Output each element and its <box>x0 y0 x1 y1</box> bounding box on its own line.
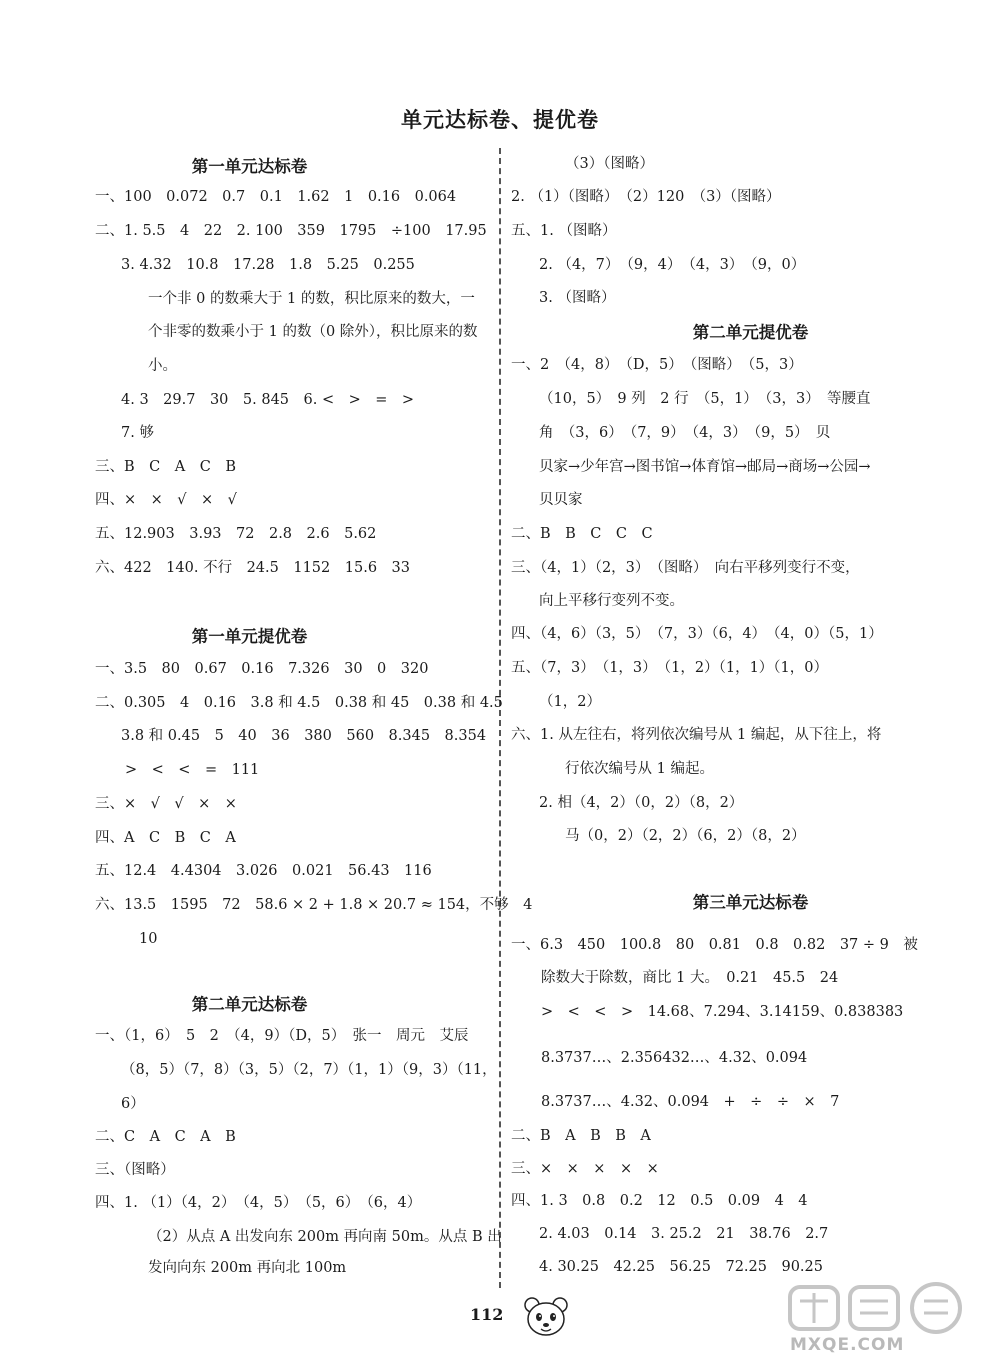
answer-line: 一、2 （4，8） （D，5） （图略） （5，3） <box>511 357 803 373</box>
answer-line: 7. 够 <box>121 425 154 441</box>
answer-line: 三、× × × × × <box>511 1161 659 1177</box>
answer-line: > < < > 14.68、7.294、3.14159、0.838383 <box>541 1004 904 1020</box>
answer-line: 一、6.3 450 100.8 80 0.81 0.8 0.82 37 ÷ 9 被 <box>511 937 918 953</box>
answer-line: 五、（7，3） （1，3） （1，2）（1，1）（1，0） <box>511 660 829 676</box>
answer-line: 小。 <box>148 358 177 374</box>
answer-line: 四、（4，6）（3，5） （7，3）（6，4） （4，0）（5，1） <box>511 626 883 642</box>
page-footer <box>470 1295 580 1345</box>
answer-line: 二、C A C A B <box>95 1129 236 1145</box>
answer-line: 一、100 0.072 0.7 0.1 1.62 1 0.16 0.064 <box>95 189 457 205</box>
answer-line: > < < = 111 <box>125 762 260 778</box>
answer-line: 发向向东 200m 再向北 100m <box>148 1260 347 1276</box>
page-title: 单元达标卷、提优卷 <box>401 108 599 132</box>
answer-line: 除数大于除数，商比 1 大。 0.21 45.5 24 <box>541 970 839 986</box>
answer-line: 五、1. （图略） <box>511 223 617 239</box>
answer-line: 10 <box>139 931 158 947</box>
watermark-text: MXQE.COM <box>790 1335 905 1355</box>
answer-line: 四、A C B C A <box>95 830 236 846</box>
answer-line: 二、1. 5.5 4 22 2. 100 359 1795 ÷100 17.95 <box>95 223 487 239</box>
answer-line: 一、3.5 80 0.67 0.16 7.326 30 0 320 <box>95 661 429 677</box>
answer-line: 六、422 140. 不行 24.5 1152 15.6 33 <box>95 560 410 576</box>
answer-line: 8.3737…、4.32、0.094 + ÷ ÷ × 7 <box>541 1094 840 1110</box>
answer-line: 向上平移行变列不变。 <box>539 593 684 609</box>
answer-line: 五、12.903 3.93 72 2.8 2.6 5.62 <box>95 526 377 542</box>
column-divider <box>499 148 501 1288</box>
answer-line: 三、（图略） <box>95 1162 175 1178</box>
answer-line: 马（0，2）（2，2）（6，2）（8，2） <box>565 828 806 844</box>
answer-line: 三、（4，1）（2，3） （图略） 向右平移列变行不变， <box>511 560 860 576</box>
answer-line: 一、（1，6） 5 2 （4，9）（D，5） 张一 周元 艾辰 <box>95 1028 469 1044</box>
answer-line: 2. 相（4，2）（0，2）（8，2） <box>539 795 744 811</box>
answer-line: 四、1. （1）（4，2） （4，5） （5，6） （6，4） <box>95 1195 422 1211</box>
section-title-unit2-advanced: 第二单元提优卷 <box>692 323 809 342</box>
answer-line: （2）从点 A 出发向东 200m 再向南 50m。从点 B 出 <box>148 1229 502 1245</box>
section-title-unit1-standard: 第一单元达标卷 <box>191 157 308 176</box>
answer-line: 8.3737…、2.356432…、4.32、0.094 <box>541 1050 808 1066</box>
answer-line: 4. 30.25 42.25 56.25 72.25 90.25 <box>539 1259 823 1275</box>
answer-line: 3. 4.32 10.8 17.28 1.8 5.25 0.255 <box>121 257 415 273</box>
answer-line: 2. 4.03 0.14 3. 25.2 21 38.76 2.7 <box>539 1226 829 1242</box>
answer-line: （1，2） <box>539 694 601 710</box>
answer-line: 六、1. 从左往右，将列依次编号从 1 编起，从下往上，将 <box>511 727 882 743</box>
answer-line: 4. 3 29.7 30 5. 845 6. < > = > <box>121 392 415 408</box>
answer-line: 二、0.305 4 0.16 3.8 和 4.5 0.38 和 45 0.38 和 4.5 <box>95 695 503 711</box>
answer-line: 二、B A B B A <box>511 1128 651 1144</box>
answer-line: 五、12.4 4.4304 3.026 0.021 56.43 116 <box>95 863 432 879</box>
answer-line: 二、B B C C C <box>511 526 653 542</box>
watermark-logo-icon <box>772 1277 992 1337</box>
bear-mascot-icon <box>522 1295 570 1341</box>
answer-line: 角 （3，6） （7，9） （4，3） （9，5） 贝 <box>539 425 831 441</box>
answer-line: 2. （1）（图略） （2）120 （3）（图略） <box>511 189 781 205</box>
answer-line: 6） <box>121 1096 145 1112</box>
answer-line: 3. （图略） <box>539 290 616 306</box>
watermark <box>772 1277 992 1357</box>
answer-line: 行依次编号从 1 编起。 <box>565 761 714 777</box>
page-number: 112 <box>470 1305 504 1324</box>
section-title-unit3-standard: 第三单元达标卷 <box>692 893 809 912</box>
section-title-unit1-advanced: 第一单元提优卷 <box>191 627 308 646</box>
answer-line: 六、13.5 1595 72 58.6 × 2 + 1.8 × 20.7 ≈ 154，不够 4 <box>95 897 533 913</box>
answer-line: 3.8 和 0.45 5 40 36 380 560 8.345 8.354 <box>121 728 487 744</box>
answer-line: 四、× × √ × √ <box>95 492 237 508</box>
answer-line: （10，5） 9 列 2 行 （5，1） （3，3） 等腰直 <box>539 391 871 407</box>
answer-line: 一个非 0 的数乘大于 1 的数，积比原来的数大，一 <box>148 291 475 307</box>
answer-line: 2. （4，7） （9，4） （4，3） （9，0） <box>539 257 806 273</box>
answer-line: 三、B C A C B <box>95 459 236 475</box>
answer-line: （8，5）（7，8）（3，5）（2，7）（1，1）（9，3）（11， <box>121 1062 497 1078</box>
answer-line: 贝家→少年宫→图书馆→体育馆→邮局→商场→公园→ <box>539 459 871 475</box>
answer-line: （3）（图略） <box>565 156 654 172</box>
answer-line: 三、× √ √ × × <box>95 796 237 812</box>
answer-line: 个非零的数乘小于 1 的数（0 除外），积比原来的数 <box>148 324 478 340</box>
section-title-unit2-standard: 第二单元达标卷 <box>191 995 308 1014</box>
answer-line: 贝贝家 <box>539 492 583 508</box>
answer-line: 四、1. 3 0.8 0.2 12 0.5 0.09 4 4 <box>511 1193 808 1209</box>
